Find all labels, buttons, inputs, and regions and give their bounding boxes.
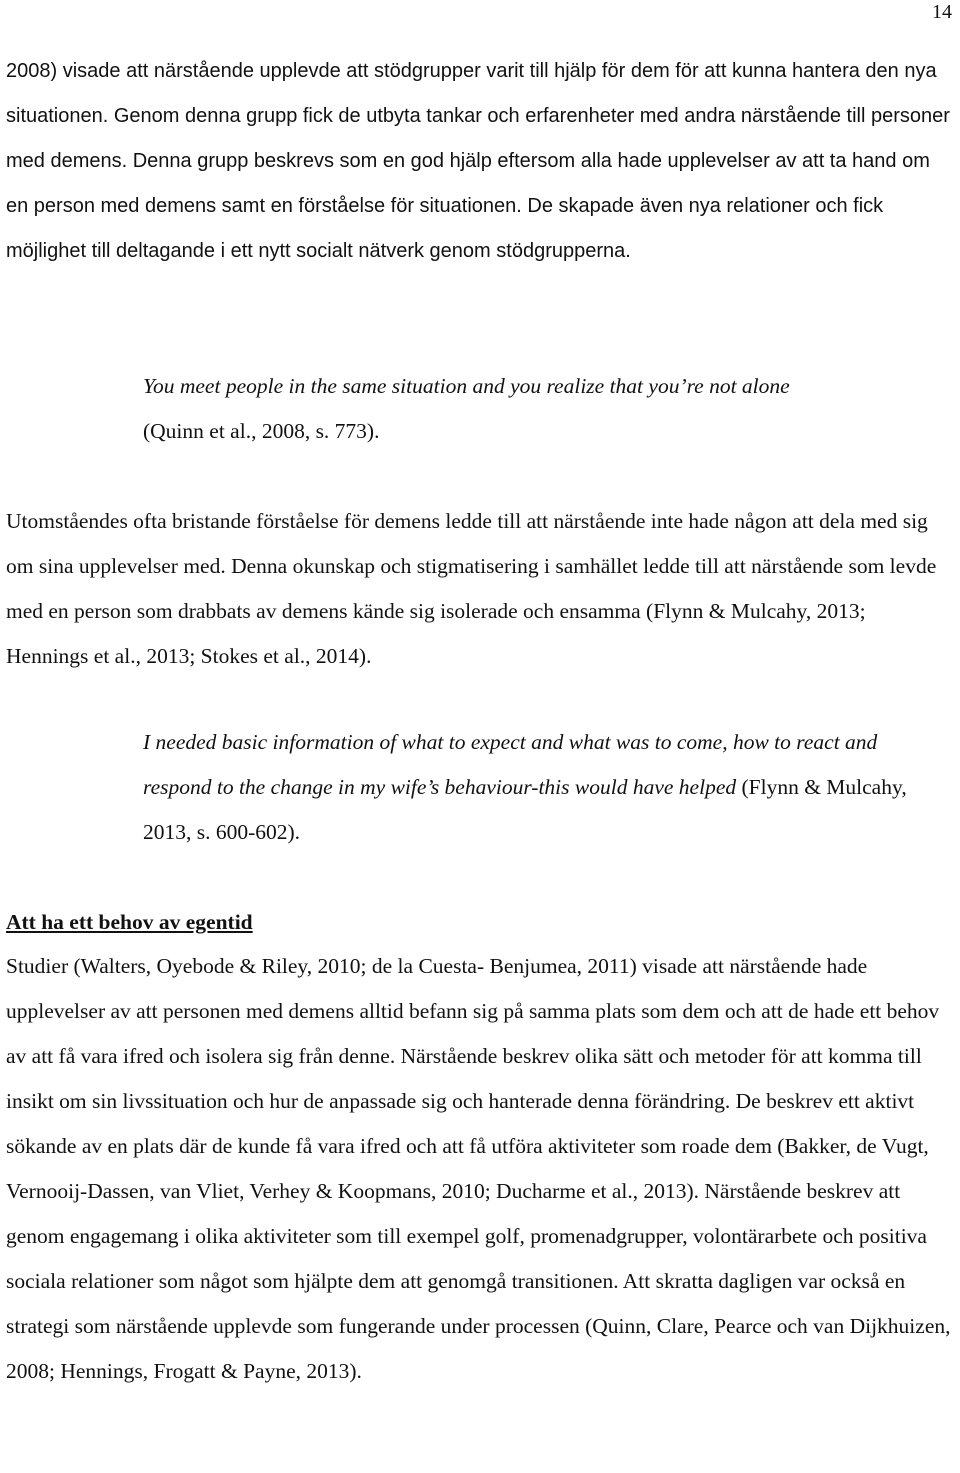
paragraph-support-groups: 2008) visade att närstående upplevde att stödgrupper varit till hjälp för dem för att kunna hantera den nya situationen. Genom denna grupp fick de utbyta tankar och erfarenheter med andra närstående till personer med demens. Denna grupp beskrevs som en god hjälp eftersom alla hade upplevelser av att ta hand om en person med demens samt en förståelse för situationen. De skapade även nya relationer och fick möjlighet till deltagande i ett nytt socialt nätverk genom stödgrupperna.: [6, 60, 950, 262]
page-number: 14: [932, 1, 952, 23]
quote-flynn: [143, 720, 923, 855]
quote-flynn-text: I needed basic information of what to expect and what was to come, how to react and respond to the change in my wife’s behaviour-this would have helped: [143, 730, 878, 799]
quote-quinn-citation: (Quinn et al., 2008, s. 773).: [143, 419, 380, 443]
paragraph-stigma: Utomståendes ofta bristande förståelse för demens ledde till att närstående inte hade någon att dela med sig om sina upplevelser med. Denna okunskap och stigmatisering i samhället ledde till att närstående som levde med en person som drabbats av demens kände sig isolerade och ensamma (Flynn & Mulcahy, 2013; Hennings et al., 2013; Stokes et al., 2014).: [6, 509, 937, 668]
quote-flynn-citation: (Flynn & Mulcahy, 2013, s. 600-602).: [143, 775, 907, 844]
paragraph-own-time: Studier (Walters, Oyebode & Riley, 2010; de la Cuesta- Benjumea, 2011) visade att närstående hade upplevelser av att personen med demens alltid befann sig på samma plats som dem och att de hade ett behov av att få vara ifred och isolera sig från denne. Närstående beskrev olika sätt och metoder för att komma till insikt om sin livssituation och hur de anpassade sig och hanterade denna förändring. De beskrev ett aktivt sökande av en plats där de kunde få vara ifred och att få utföra aktiviteter som roade dem (Bakker, de Vugt, Vernooij-Dassen, van Vliet, Verhey & Koopmans, 2010; Ducharme et al., 2013). Närstående beskrev att genom engagemang i olika aktiviteter som till exempel golf, promenadgrupper, volontärarbete och positiva sociala relationer som något som hjälpte dem att genomgå transitionen. Att skratta dagligen var också en strategi som närstående upplevde som fungerande under processen (Quinn, Clare, Pearce och van Dijkhuizen, 2008; Hennings, Frogatt & Payne, 2013).: [6, 954, 951, 1383]
section-heading: Att ha ett behov av egentid: [6, 910, 253, 934]
quote-quinn-text: You meet people in the same situation and you realize that you’re not alone: [143, 374, 790, 398]
quote-quinn: [143, 364, 943, 454]
